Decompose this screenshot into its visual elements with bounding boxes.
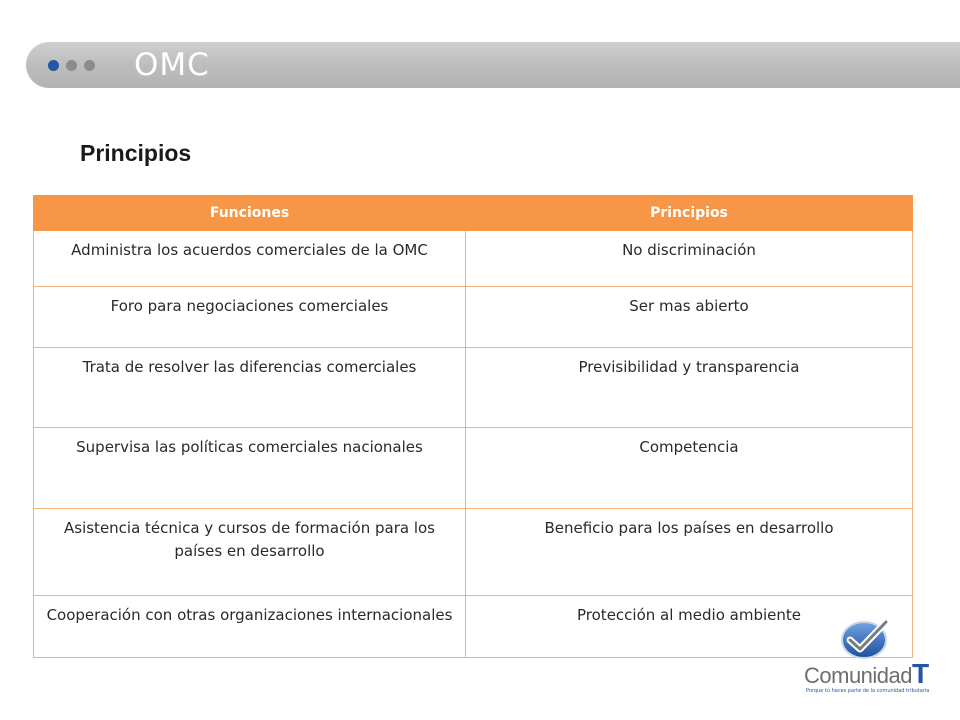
dot-active-icon <box>48 60 59 71</box>
cell-funcion: Cooperación con otras organizaciones internacionales <box>34 596 466 658</box>
cell-principio: Competencia <box>466 428 913 509</box>
table-row <box>34 287 913 348</box>
table-row <box>34 348 913 428</box>
column-header-funciones: Funciones <box>34 196 466 231</box>
cell-principio: No discriminación <box>466 231 913 287</box>
table-row <box>34 596 913 658</box>
logo-t: T <box>912 658 929 689</box>
section-subtitle: Principios <box>80 140 192 166</box>
table-row <box>34 428 913 509</box>
cell-funcion: Trata de resolver las diferencias comerciales <box>34 348 466 428</box>
logo-name: Comunidad <box>804 663 913 688</box>
logo-wordmark <box>804 658 929 690</box>
cell-funcion: Administra los acuerdos comerciales de la OMC <box>34 231 466 287</box>
cell-funcion: Supervisa las políticas comerciales nacionales <box>34 428 466 509</box>
table-header-row <box>34 196 913 231</box>
page-title: OMC <box>134 47 210 83</box>
table-row <box>34 231 913 287</box>
logo-tagline: Porque tú haces parte de la comunidad tributaria <box>806 688 930 694</box>
table-row <box>34 509 913 596</box>
cell-funcion: Foro para negociaciones comerciales <box>34 287 466 348</box>
cell-principio: Protección al medio ambiente <box>466 596 913 658</box>
cell-funcion: Asistencia técnica y cursos de formación para los países en desarrollo <box>34 509 466 596</box>
functions-principles-table <box>33 195 913 658</box>
column-header-principios: Principios <box>466 196 913 231</box>
dot-icon <box>66 60 77 71</box>
comunidad-t-logo <box>800 612 940 696</box>
check-badge-icon <box>840 618 892 660</box>
slide-dots <box>48 60 95 71</box>
cell-principio: Previsibilidad y transparencia <box>466 348 913 428</box>
dot-icon <box>84 60 95 71</box>
cell-principio: Beneficio para los países en desarrollo <box>466 509 913 596</box>
cell-principio: Ser mas abierto <box>466 287 913 348</box>
